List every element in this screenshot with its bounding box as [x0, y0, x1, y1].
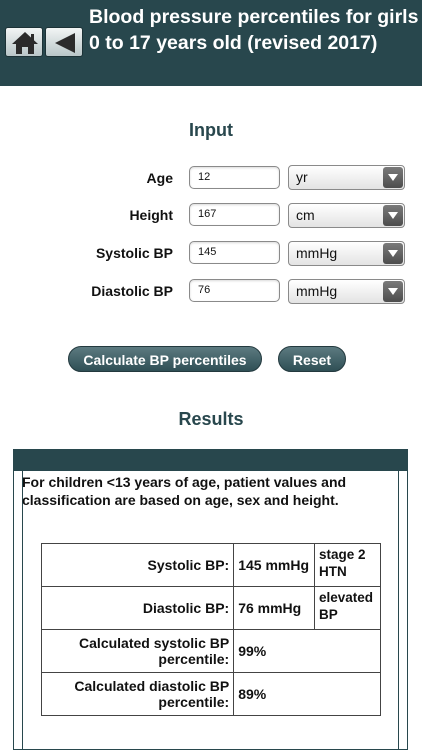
- diastolic-percentile-label: Calculated diastolic BP percentile:: [42, 673, 234, 716]
- systolic-label: Systolic BP: [95, 245, 173, 261]
- diastolic-result-value: 76 mmHg: [234, 587, 315, 630]
- home-button[interactable]: [5, 27, 43, 57]
- systolic-unit-value: mmHg: [296, 245, 338, 261]
- results-heading: Results: [178, 409, 244, 429]
- systolic-result-label: Systolic BP:: [42, 544, 234, 587]
- age-unit-select[interactable]: [288, 165, 405, 190]
- systolic-unit-select[interactable]: [288, 241, 405, 266]
- calculate-button[interactable]: Calculate BP percentiles: [68, 346, 262, 372]
- height-unit-value: cm: [296, 207, 315, 223]
- home-icon: [6, 28, 44, 58]
- results-table: [41, 543, 381, 716]
- table-row: [42, 544, 381, 587]
- height-unit-select[interactable]: [288, 203, 405, 228]
- systolic-result-value: 145 mmHg: [234, 544, 315, 587]
- diastolic-input[interactable]: 76: [189, 279, 280, 302]
- diastolic-classification: elevated BP: [315, 587, 381, 630]
- systolic-percentile-label: Calculated systolic BP percentile:: [42, 630, 234, 673]
- systolic-input[interactable]: 145: [189, 241, 280, 264]
- reset-button[interactable]: Reset: [278, 346, 346, 372]
- age-label: Age: [146, 170, 173, 186]
- back-button[interactable]: [45, 27, 83, 57]
- chevron-down-icon: [383, 167, 403, 188]
- diastolic-unit-select[interactable]: [288, 279, 405, 304]
- diastolic-label: Diastolic BP: [91, 283, 173, 299]
- results-note: For children <13 years of age, patient values and classification are based on age, sex and height.: [22, 474, 347, 508]
- chevron-down-icon: [383, 243, 403, 264]
- age-input[interactable]: 12: [189, 166, 280, 189]
- systolic-classification: stage 2 HTN: [315, 544, 381, 587]
- diastolic-unit-value: mmHg: [296, 283, 338, 299]
- back-arrow-icon: [46, 28, 84, 58]
- results-panel-bar: [14, 450, 407, 471]
- diastolic-result-label: Diastolic BP:: [42, 587, 234, 630]
- table-row: [42, 673, 381, 716]
- table-row: [42, 630, 381, 673]
- app-header: [0, 0, 422, 86]
- age-unit-value: yr: [296, 169, 308, 185]
- page-title: Blood pressure percentiles for girls 0 to 17 years old (revised 2017): [89, 6, 419, 54]
- systolic-percentile-value: 99%: [234, 630, 381, 673]
- chevron-down-icon: [383, 281, 403, 302]
- height-input[interactable]: 167: [189, 203, 280, 226]
- input-heading: Input: [189, 120, 233, 140]
- diastolic-percentile-value: 89%: [234, 673, 381, 716]
- table-row: [42, 587, 381, 630]
- height-label: Height: [129, 207, 173, 223]
- chevron-down-icon: [383, 205, 403, 226]
